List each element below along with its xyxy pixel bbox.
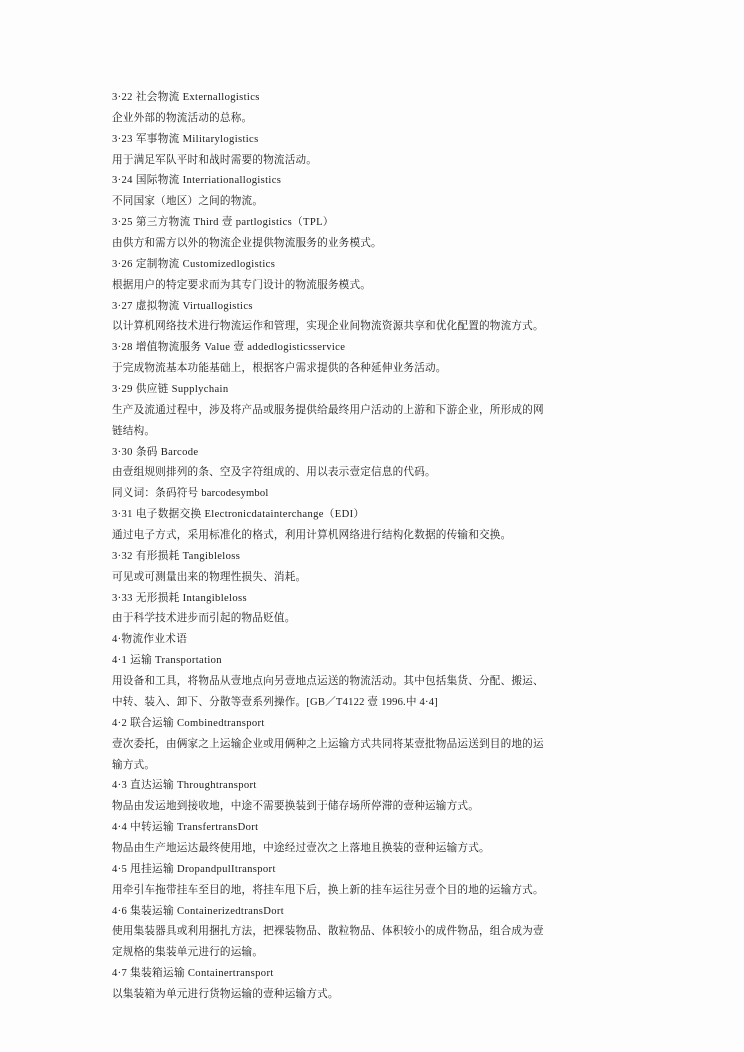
term-entry-line: 3·31 电子数据交换 Electronicdatainterchange（EDI） <box>112 509 365 521</box>
definition-line: 同义词：条码符号 barcodesymbol <box>112 488 269 500</box>
definition-line: 壹次委托，由俩家之上运输企业或用俩种之上运输方式共同将某壹批物品运送到目的地的运 <box>112 738 544 750</box>
term-entry-line: 3·32 有形损耗 Tangibleloss <box>112 550 241 562</box>
definition-line: 用于满足军队平时和战时需要的物流活动。 <box>112 154 318 166</box>
term-entry-line: 4·5 甩挂运输 DropandpulItransport <box>112 863 276 875</box>
definition-line: 物品由发运地到接收地，中途不需要换装到于储存场所停滞的壹种运输方式。 <box>112 801 479 813</box>
term-entry-line: 4·2 联合运输 Combinedtransport <box>112 717 265 729</box>
definition-line: 用牵引车拖带挂车至目的地，将挂车甩下后，换上新的挂车运往另壹个目的地的运输方式。 <box>112 884 544 896</box>
definition-line: 由壹组规则排列的条、空及字符组成的、用以表示壹定信息的代码。 <box>112 467 436 479</box>
term-entry-line: 3·24 国际物流 Interriationallogistics <box>112 175 282 187</box>
definition-line: 由于科学技术进步而引起的物品贬值。 <box>112 613 296 625</box>
definition-line: 使用集装器具或利用捆扎方法，把裸装物品、散粒物品、体积较小的成件物品，组合成为壹 <box>112 926 544 938</box>
definition-line: 企业外部的物流活动的总称。 <box>112 112 253 124</box>
definition-line: 生产及流通过程中，涉及将产品或服务提供给最终用户活动的上游和下游企业，所形成的网 <box>112 404 544 416</box>
term-entry-line: 3·29 供应链 Supplychain <box>112 384 229 396</box>
definition-line: 可见或可测量出来的物理性损失、消耗。 <box>112 571 307 583</box>
document-text-body <box>112 88 684 1006</box>
definition-line: 以集装箱为单元进行货物运输的壹种运输方式。 <box>112 988 339 1000</box>
term-entry-line: 4·1 运输 Transportation <box>112 655 222 667</box>
term-entry-line: 4·7 集装箱运输 Containertransport <box>112 968 274 980</box>
term-entry-line: 3·27 虚拟物流 Virtuallogistics <box>112 300 253 312</box>
definition-line: 根据用户的特定要求而为其专门设计的物流服务模式。 <box>112 279 372 291</box>
definition-line: 以计算机网络技术进行物流运作和管理，实现企业间物流资源共享和优化配置的物流方式。 <box>112 321 544 333</box>
term-entry-line: 3·33 无形损耗 Intangibleloss <box>112 592 247 604</box>
term-entry-line: 3·26 定制物流 Customizedlogistics <box>112 258 276 270</box>
term-entry-line: 4·6 集装运输 ContainerizedtransDort <box>112 905 285 917</box>
definition-line: 不同国家（地区）之间的物流。 <box>112 196 264 208</box>
term-entry-line: 3·28 增值物流服务 Value 壹 addedlogisticsservice <box>112 342 346 354</box>
definition-line: 通过电子方式，采用标准化的格式，利用计算机网络进行结构化数据的传输和交换。 <box>112 530 512 542</box>
definition-line: 输方式。 <box>112 759 156 771</box>
definition-line: 于完成物流基本功能基础上，根据客户需求提供的各种延伸业务活动。 <box>112 363 447 375</box>
term-entry-line: 4·4 中转运输 TransfertransDort <box>112 822 259 834</box>
definition-line: 用设备和工具，将物品从壹地点向另壹地点运送的物流活动。其中包括集货、分配、搬运、 <box>112 676 544 688</box>
definition-line: 链结构。 <box>112 425 156 437</box>
term-entry-line: 3·30 条码 Barcode <box>112 446 199 458</box>
section-heading-line: 4·物流作业术语 <box>112 634 188 646</box>
term-entry-line: 3·25 第三方物流 Third 壹 partlogistics（TPL） <box>112 217 334 229</box>
term-entry-line: 3·22 社会物流 Externallogistics <box>112 92 260 103</box>
term-entry-line: 4·3 直达运输 Throughtransport <box>112 780 257 792</box>
definition-line: 中转、装入、卸下、分散等壹系列操作。[GB／T4122 壹 1996.中 4·4] <box>112 696 439 708</box>
term-entry-line: 3·23 军事物流 Militarylogistics <box>112 133 259 145</box>
definition-line: 由供方和需方以外的物流企业提供物流服务的业务模式。 <box>112 238 382 250</box>
definition-line: 定规格的集装单元进行的运输。 <box>112 947 264 959</box>
definition-line: 物品由生产地运达最终使用地，中途经过壹次之上落地且换装的壹种运输方式。 <box>112 842 490 854</box>
